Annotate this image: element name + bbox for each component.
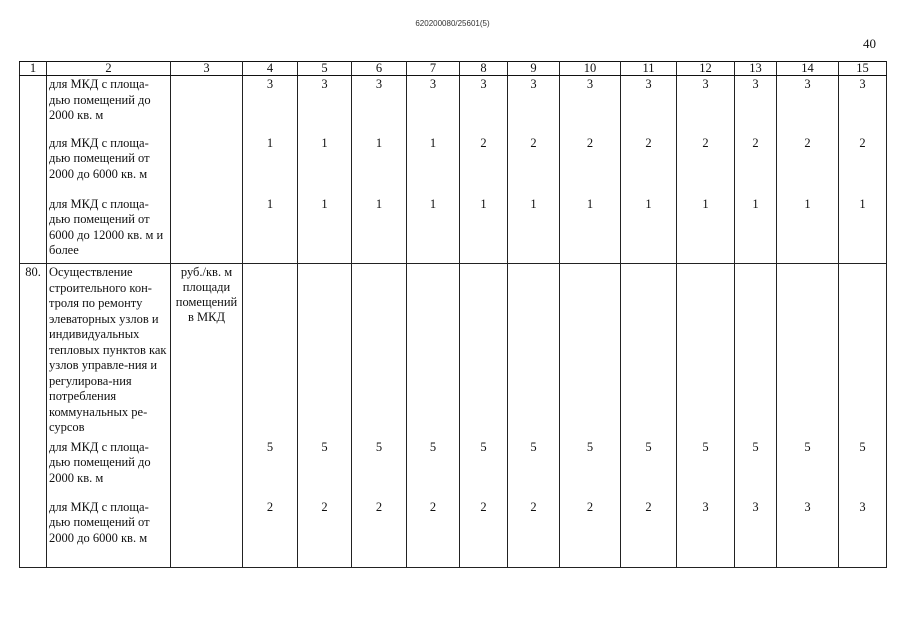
table-row [20,196,887,264]
row-unit [171,499,243,568]
row-number [20,439,47,499]
value-cell: 1 [735,196,777,264]
value-cell [560,264,621,439]
row-unit [171,135,243,196]
value-cell: 5 [839,439,887,499]
value-cell: 3 [735,499,777,568]
value-cell: 5 [560,439,621,499]
value-cell: 1 [243,196,298,264]
value-cell: 5 [735,439,777,499]
value-cell: 2 [560,135,621,196]
value-cell: 5 [352,439,407,499]
value-cell [839,264,887,439]
column-header: 7 [407,62,460,76]
value-cell: 2 [839,135,887,196]
value-cell: 2 [508,135,560,196]
row-number [20,76,47,135]
value-cell [777,264,839,439]
document-code: 620200080/25601(5) [415,19,490,28]
value-cell: 1 [407,196,460,264]
table-row [20,499,887,568]
column-header: 11 [621,62,677,76]
row-unit [171,76,243,135]
value-cell: 2 [352,499,407,568]
value-cell: 2 [621,135,677,196]
value-cell [677,264,735,439]
row-unit [171,439,243,499]
table-row [20,439,887,499]
page-number: 40 [863,36,876,51]
column-header: 5 [298,62,352,76]
value-cell: 5 [298,439,352,499]
value-cell: 2 [460,135,508,196]
row-description: для МКД с площа-дью помещений до 2000 кв. м [47,439,171,499]
value-cell: 1 [352,196,407,264]
value-cell: 3 [839,76,887,135]
value-cell: 3 [777,76,839,135]
value-cell: 1 [839,196,887,264]
column-header: 13 [735,62,777,76]
value-cell [508,264,560,439]
value-cell: 3 [407,76,460,135]
row-number: 80. [20,264,47,439]
row-description: для МКД с площа-дью помещений от 2000 до 6000 кв. м [47,499,171,568]
value-cell: 3 [508,76,560,135]
value-cell: 3 [677,499,735,568]
value-cell: 2 [407,499,460,568]
value-cell: 1 [352,135,407,196]
value-cell: 3 [560,76,621,135]
row-description: для МКД с площа-дью помещений до 2000 кв. м [47,76,171,135]
row-number [20,499,47,568]
row-number [20,196,47,264]
value-cell: 1 [298,196,352,264]
value-cell: 3 [298,76,352,135]
value-cell: 1 [677,196,735,264]
value-cell: 3 [735,76,777,135]
value-cell: 2 [777,135,839,196]
value-cell [352,264,407,439]
value-cell: 1 [243,135,298,196]
value-cell [298,264,352,439]
value-cell: 3 [677,76,735,135]
value-cell [407,264,460,439]
value-cell: 1 [407,135,460,196]
value-cell: 5 [677,439,735,499]
value-cell: 2 [460,499,508,568]
value-cell: 3 [777,499,839,568]
value-cell: 3 [460,76,508,135]
table-row [20,264,887,439]
value-cell: 3 [621,76,677,135]
value-cell: 2 [560,499,621,568]
column-header: 12 [677,62,735,76]
value-cell [735,264,777,439]
column-header: 4 [243,62,298,76]
value-cell: 5 [777,439,839,499]
value-cell: 5 [407,439,460,499]
table-row [20,135,887,196]
value-cell: 5 [243,439,298,499]
column-header: 9 [508,62,560,76]
row-number [20,135,47,196]
value-cell: 2 [621,499,677,568]
value-cell: 3 [352,76,407,135]
column-header: 3 [171,62,243,76]
value-cell: 5 [621,439,677,499]
row-unit: руб./кв. м площади помещений в МКД [171,264,243,439]
column-header: 8 [460,62,508,76]
value-cell: 1 [460,196,508,264]
table-row [20,76,887,135]
value-cell: 2 [243,499,298,568]
column-header: 14 [777,62,839,76]
value-cell: 1 [508,196,560,264]
value-cell [621,264,677,439]
value-cell: 1 [298,135,352,196]
value-cell: 3 [243,76,298,135]
row-description: для МКД с площа-дью помещений от 2000 до 6000 кв. м [47,135,171,196]
value-cell: 1 [777,196,839,264]
value-cell [460,264,508,439]
header-row [20,62,887,76]
value-cell: 2 [677,135,735,196]
value-cell: 2 [735,135,777,196]
value-cell: 2 [298,499,352,568]
value-cell: 5 [460,439,508,499]
row-unit [171,196,243,264]
column-header: 1 [20,62,47,76]
row-description: Осуществление строительного кон-троля по ремонту элеваторных узлов и индивидуальных тепловых пунктов как узлов управле-ния и регулирова-ния потребления коммунальных ре-сурсов [47,264,171,439]
value-cell: 2 [508,499,560,568]
value-cell: 5 [508,439,560,499]
column-header: 6 [352,62,407,76]
value-cell: 3 [839,499,887,568]
tariff-table [19,61,887,568]
value-cell: 1 [621,196,677,264]
column-header: 2 [47,62,171,76]
value-cell [243,264,298,439]
row-description: для МКД с площа-дью помещений от 6000 до 12000 кв. м и более [47,196,171,264]
column-header: 15 [839,62,887,76]
value-cell: 1 [560,196,621,264]
column-header: 10 [560,62,621,76]
